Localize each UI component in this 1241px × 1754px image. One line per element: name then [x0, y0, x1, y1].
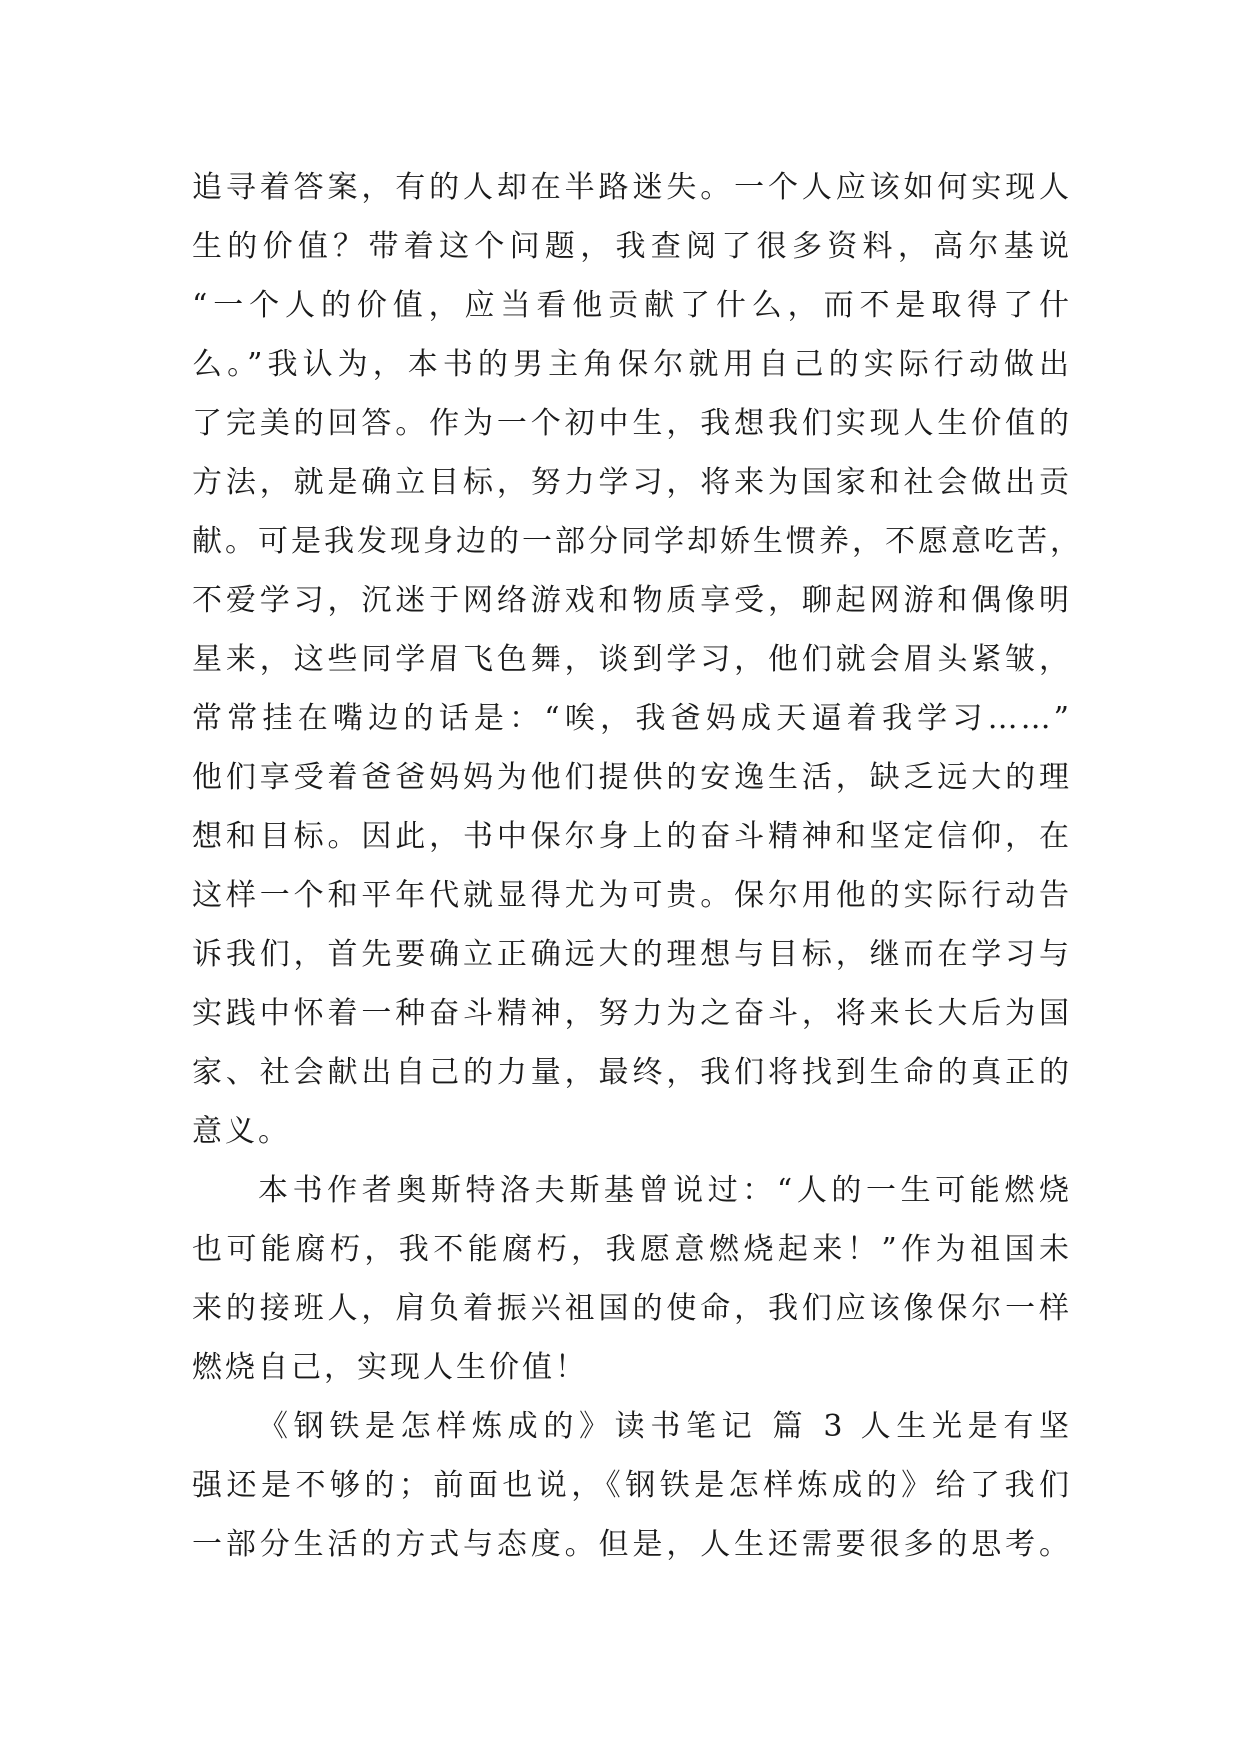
- text-line: 追寻着答案，有的人却在半路迷失。一个人应该如何实现人: [192, 170, 1072, 205]
- text-line: 不爱学习，沉迷于网络游戏和物质享受，聊起网游和偶像明: [192, 583, 1072, 618]
- text-line: 方法，就是确立目标，努力学习，将来为国家和社会做出贡: [192, 465, 1072, 500]
- text-line: 强还是不够的；前面也说，《钢铁是怎样炼成的》给了我们: [192, 1468, 1072, 1503]
- text-line: 也可能腐朽，我不能腐朽，我愿意燃烧起来！”作为祖国未: [192, 1232, 1072, 1267]
- body-text: [192, 158, 1083, 1574]
- text-line: 这样一个和平年代就显得尤为可贵。保尔用他的实际行动告: [192, 878, 1072, 913]
- text-line: 诉我们，首先要确立正确远大的理想与目标，继而在学习与: [192, 937, 1072, 972]
- text-line: 实践中怀着一种奋斗精神，努力为之奋斗，将来长大后为国: [192, 996, 1072, 1031]
- text-line: 意义。: [192, 1114, 291, 1149]
- text-line: 生的价值？带着这个问题，我查阅了很多资料，高尔基说: [192, 229, 1072, 264]
- text-line: 献。可是我发现身边的一部分同学却娇生惯养，不愿意吃苦，: [192, 524, 1083, 559]
- section-heading-line: 《钢铁是怎样炼成的》读书笔记 篇 3 人生光是有坚: [258, 1409, 1072, 1444]
- text-line: “一个人的价值，应当看他贡献了什么，而不是取得了什: [192, 288, 1072, 323]
- text-line: 家、社会献出自己的力量，最终，我们将找到生命的真正的: [192, 1055, 1072, 1090]
- text-line: 常常挂在嘴边的话是：“唉，我爸妈成天逼着我学习……”: [192, 701, 1072, 736]
- text-line: 想和目标。因此，书中保尔身上的奋斗精神和坚定信仰，在: [192, 819, 1072, 854]
- text-line: 燃烧自己，实现人生价值！: [192, 1350, 588, 1385]
- text-line: 一部分生活的方式与态度。但是，人生还需要很多的思考。: [192, 1527, 1072, 1562]
- text-line: 了完美的回答。作为一个初中生，我想我们实现人生价值的: [192, 406, 1072, 441]
- text-line: 来的接班人，肩负着振兴祖国的使命，我们应该像保尔一样: [192, 1291, 1072, 1326]
- text-line: 么。”我认为，本书的男主角保尔就用自己的实际行动做出: [192, 347, 1072, 382]
- text-line: 星来，这些同学眉飞色舞，谈到学习，他们就会眉头紧皱，: [192, 642, 1072, 677]
- text-line: 他们享受着爸爸妈妈为他们提供的安逸生活，缺乏远大的理: [192, 760, 1072, 795]
- paragraph-start-line: 本书作者奥斯特洛夫斯基曾说过：“人的一生可能燃烧: [258, 1173, 1072, 1208]
